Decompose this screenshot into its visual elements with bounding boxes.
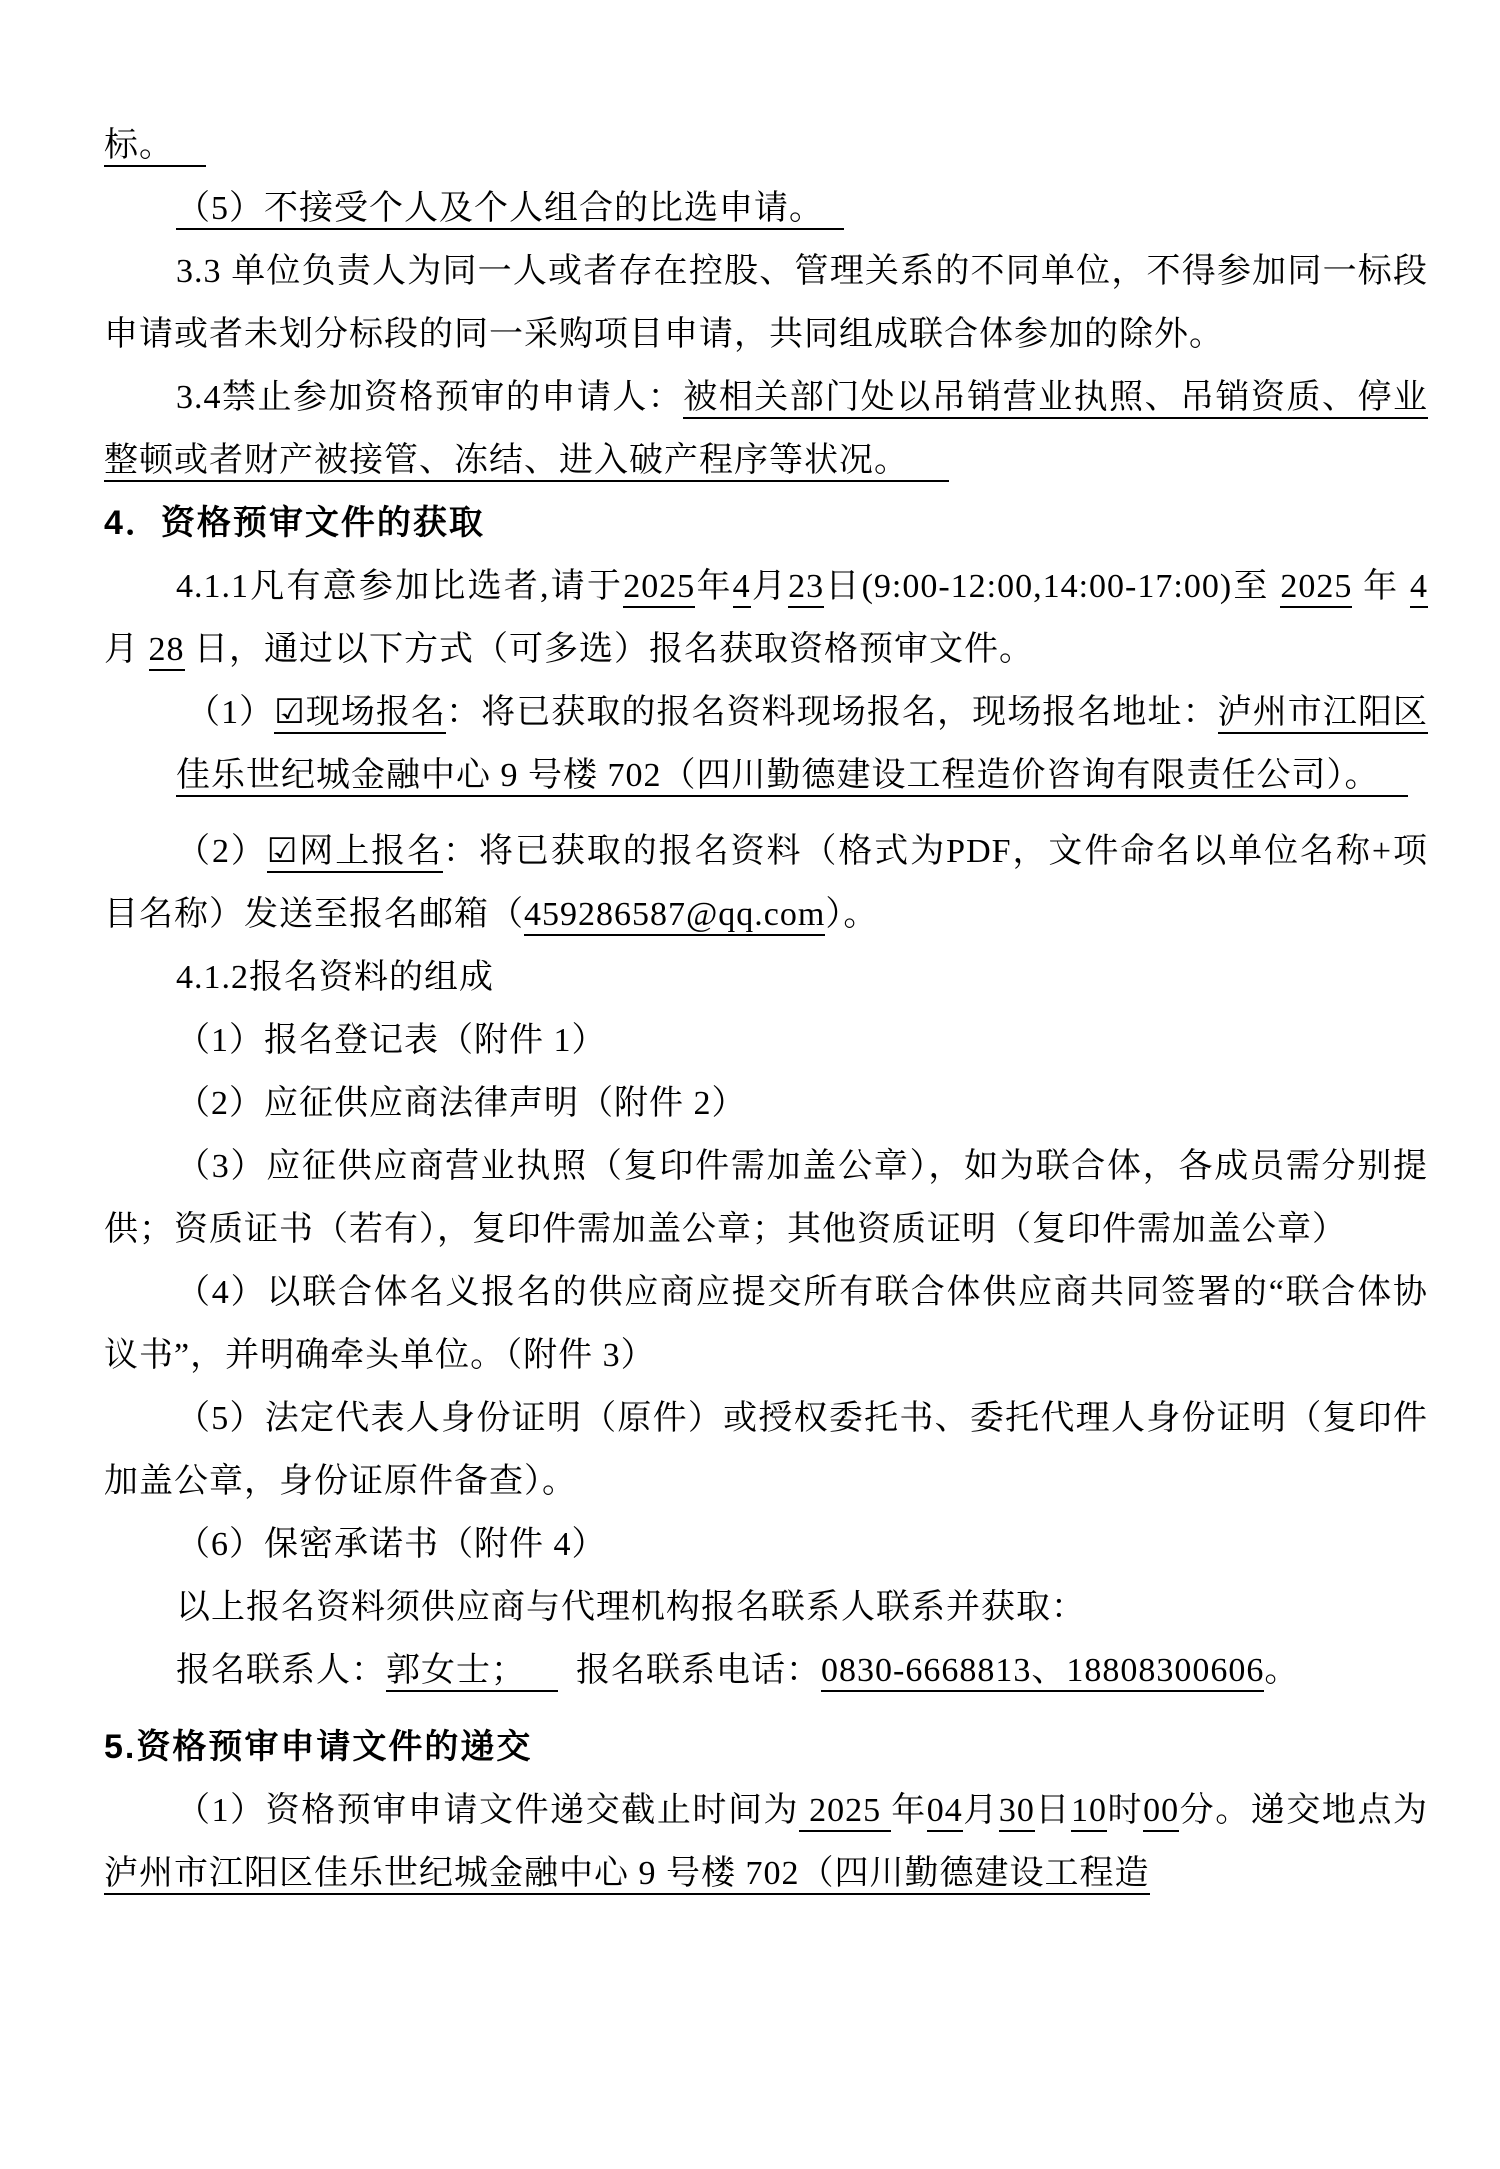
reg-method-onsite: （1）☑现场报名：将已获取的报名资料现场报名，现场报名地址：泸州市江阳区佳乐世纪城金融中心 9 号楼 702（四川勤德建设工程造价咨询有限责任公司）。 xyxy=(176,681,1428,807)
clause-3-4-lead: 3.4禁止参加资格预审的申请人： xyxy=(176,379,684,416)
contact-line: 报名联系人：郭女士； 报名联系电话：0830-6668813、18808300606。 xyxy=(104,1639,1428,1702)
item-5-text: （5）不接受个人及个人组合的比选申请。 xyxy=(176,190,844,230)
deadline-month: 04 xyxy=(927,1792,963,1832)
obtain-end-day: 28 xyxy=(149,631,185,671)
section-5-heading: 5.资格预审申请文件的递交 xyxy=(104,1728,533,1766)
deadline-minute: 00 xyxy=(1143,1792,1179,1832)
deadline-day: 30 xyxy=(999,1792,1035,1832)
attachment-item-3 xyxy=(104,1135,1428,1261)
onsite-address: 泸州市江阳区佳乐世纪城金融中心 9 号楼 702（四川勤德建设工程造价咨询有限责任公司）。 xyxy=(176,694,1428,797)
attachment-item-6 xyxy=(104,1513,1428,1576)
obtain-end-year: 2025 xyxy=(1280,568,1352,608)
attachment-item-4-text: （4）以联合体名义报名的供应商应提交所有联合体供应商共同签署的“联合体协议书”，并明确牵头单位。（附件 3） xyxy=(104,1274,1428,1374)
attachment-item-5-text: （5）法定代表人身份证明（原件）或授权委托书、委托代理人身份证明（复印件加盖公章，身份证原件备查）。 xyxy=(104,1400,1428,1500)
contact-name-label: 报名联系人： xyxy=(176,1652,386,1689)
obtain-start-year: 2025 xyxy=(623,568,695,608)
contact-phone-label: 报名联系电话： xyxy=(576,1652,821,1689)
onsite-item-number: （1） xyxy=(186,694,275,731)
clause-4-1-2-text: 4.1.2报名资料的组成 xyxy=(176,959,494,996)
clause-3-4 xyxy=(104,366,1428,492)
contact-phone-numbers: 0830-6668813、18808300606 xyxy=(821,1652,1264,1692)
onsite-method-label: ☑现场报名 xyxy=(274,692,447,732)
note-obtain-text: 以上报名资料须供应商与代理机构报名联系人联系并获取： xyxy=(176,1589,1086,1626)
online-item-number: （2） xyxy=(176,833,267,870)
clause-4-1-1: 4.1.1凡有意参加比选者,请于2025年4月23日(9:00-12:00,14:00-17:00)至 2025 年 4 月 28 日，通过以下方式（可多选）报名获取资格预审文件。 xyxy=(104,555,1428,681)
clause-3-4-prohibited-list: 被相关部门处以吊销营业执照、吊销资质、停业整顿或者财产被接管、冻结、进入破产程序等状况。 xyxy=(104,379,1428,482)
deadline-year: 2025 xyxy=(799,1792,891,1832)
checked-checkbox-icon: ☑ xyxy=(274,692,306,732)
deadline-lead: （1）资格预审申请文件递交截止时间为 xyxy=(176,1792,800,1829)
deadline-hour: 10 xyxy=(1071,1792,1107,1832)
note-obtain-line xyxy=(104,1576,1428,1639)
clause-4-1-1-lead: 4.1.1凡有意参加比选者,请于 xyxy=(176,568,624,605)
clause-3-3-text: 3.3 单位负责人为同一人或者存在控股、管理关系的不同单位，不得参加同一标段申请或者未划分标段的同一采购项目申请，共同组成联合体参加的除外。 xyxy=(104,253,1428,353)
attachment-item-1-text: （1）报名登记表（附件 1） xyxy=(176,1022,607,1059)
clause-4-1-2 xyxy=(104,946,1428,1009)
obtain-start-month: 4 xyxy=(733,568,751,608)
carryover-line xyxy=(104,114,1428,177)
clause-3-2-item-5 xyxy=(104,177,1428,240)
obtain-start-day: 23 xyxy=(788,568,824,608)
attachment-item-2-text: （2）应征供应商法律声明（附件 2） xyxy=(176,1085,747,1122)
obtain-end-month: 4 xyxy=(1410,568,1428,608)
attachment-item-6-text: （6）保密承诺书（附件 4） xyxy=(176,1526,607,1563)
reg-method-online: （2）☑网上报名：将已获取的报名资料（格式为PDF，文件命名以单位名称+项目名称）发送至报名邮箱（459286587@qq.com）。 xyxy=(104,820,1428,946)
clause-3-3 xyxy=(104,240,1428,366)
attachment-item-2 xyxy=(104,1072,1428,1135)
attachment-item-1 xyxy=(104,1009,1428,1072)
submission-address: 泸州市江阳区佳乐世纪城金融中心 9 号楼 702（四川勤德建设工程造 xyxy=(104,1855,1150,1895)
online-method-label: ☑网上报名 xyxy=(266,831,444,871)
section-4-heading: 4．资格预审文件的获取 xyxy=(104,504,485,542)
attachment-item-3-text: （3）应征供应商营业执照（复印件需加盖公章），如为联合体，各成员需分别提供；资质证书（若有），复印件需加盖公章；其他资质证明（复印件需加盖公章） xyxy=(104,1148,1428,1248)
attachment-item-5 xyxy=(104,1387,1428,1513)
carryover-text: 标。 xyxy=(104,127,206,167)
clause-5-1: （1）资格预审申请文件递交截止时间为 2025 年04月30日10时00分。递交地点为泸州市江阳区佳乐世纪城金融中心 9 号楼 702（四川勤德建设工程造 xyxy=(104,1779,1428,1905)
registration-email: 459286587@qq.com xyxy=(524,896,825,936)
attachment-item-4 xyxy=(104,1261,1428,1387)
contact-name: 郭女士； xyxy=(386,1652,558,1692)
checked-checkbox-icon: ☑ xyxy=(266,831,299,871)
